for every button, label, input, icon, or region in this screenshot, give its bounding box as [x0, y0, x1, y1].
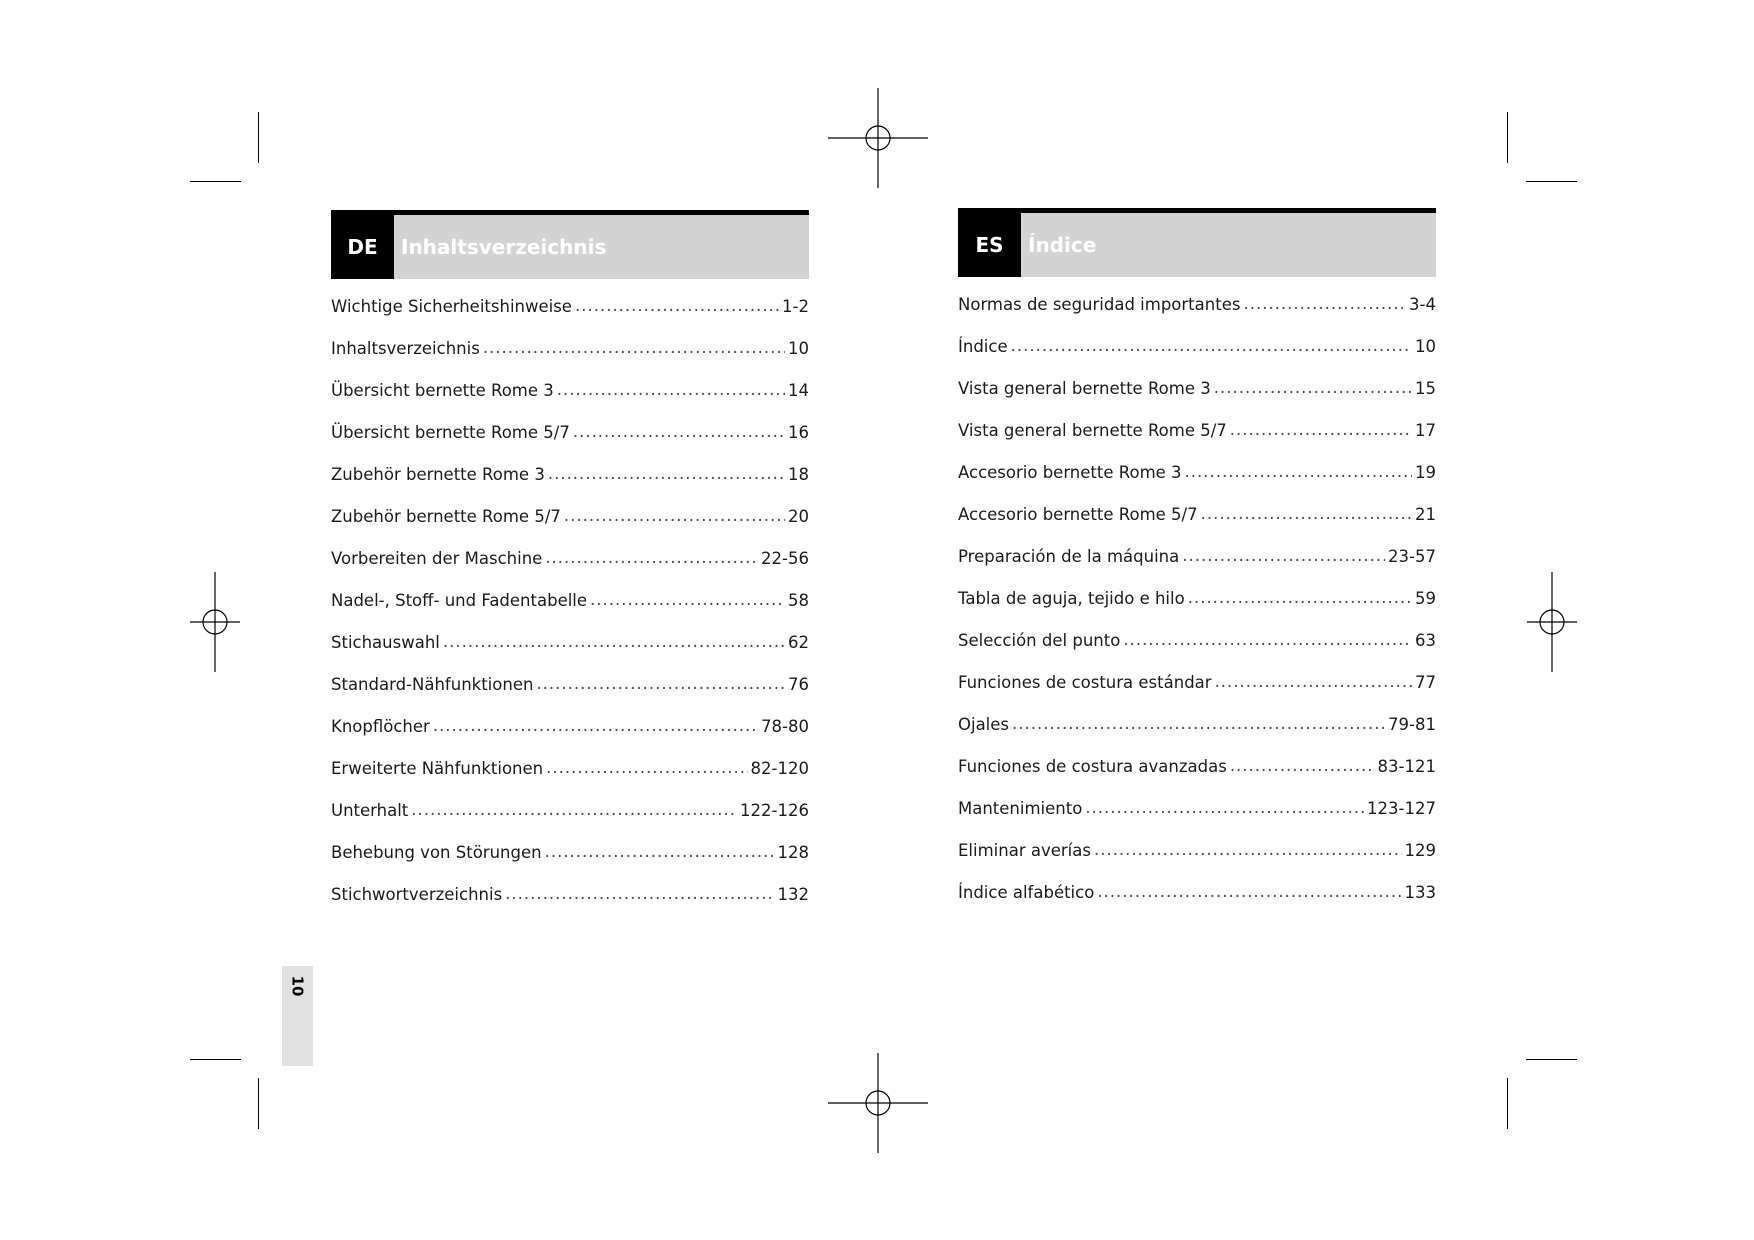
dot-leader	[545, 548, 758, 568]
toc-entry-label: Índice	[958, 336, 1008, 356]
toc-entry-page: 20	[788, 506, 809, 526]
page-number-text: 10	[288, 975, 307, 997]
toc-section-es	[958, 208, 1436, 913]
dot-leader	[1097, 882, 1401, 902]
toc-entry-label: Selección del punto	[958, 630, 1121, 650]
dot-leader	[1012, 714, 1385, 734]
dot-leader	[1123, 630, 1412, 650]
registration-mark-icon	[165, 572, 265, 672]
dot-leader	[1094, 840, 1402, 860]
dot-leader	[536, 674, 785, 694]
section-header	[331, 210, 809, 279]
registration-mark-icon	[1502, 572, 1602, 672]
toc-entry	[958, 577, 1436, 619]
toc-entry-label: Stichwortverzeichnis	[331, 884, 503, 904]
toc-entry	[958, 829, 1436, 871]
dot-leader	[443, 632, 785, 652]
toc-entry-page: 16	[788, 422, 809, 442]
crop-mark	[258, 1078, 259, 1129]
toc-entry-label: Knopflöcher	[331, 716, 430, 736]
toc-entry-label: Zubehör bernette Rome 5/7	[331, 506, 561, 526]
toc-entry-label: Accesorio bernette Rome 3	[958, 462, 1182, 482]
toc-entry-page: 83-121	[1377, 756, 1436, 776]
toc-entry-label: Inhaltsverzeichnis	[331, 338, 480, 358]
toc-entry-label: Vorbereiten der Maschine	[331, 548, 543, 568]
crop-mark	[1507, 112, 1508, 163]
dot-leader	[1188, 588, 1412, 608]
toc-entry-page: 122-126	[740, 800, 809, 820]
toc-list	[331, 285, 809, 915]
toc-entry-label: Eliminar averías	[958, 840, 1091, 860]
page-number	[282, 966, 313, 1006]
toc-entry-label: Behebung von Störungen	[331, 842, 542, 862]
toc-entry	[331, 285, 809, 327]
toc-entry-page: 3-4	[1409, 294, 1436, 314]
crop-mark	[190, 181, 241, 182]
registration-mark-icon	[828, 88, 928, 188]
toc-entry-label: Preparación de la máquina	[958, 546, 1180, 566]
toc-entry-page: 19	[1415, 462, 1436, 482]
toc-entry	[958, 409, 1436, 451]
toc-entry-label: Tabla de aguja, tejido e hilo	[958, 588, 1185, 608]
dot-leader	[564, 506, 785, 526]
toc-entry-page: 123-127	[1367, 798, 1436, 818]
toc-entry-label: Vista general bernette Rome 5/7	[958, 420, 1227, 440]
toc-entry-label: Vista general bernette Rome 3	[958, 378, 1211, 398]
toc-entry	[331, 579, 809, 621]
toc-entry	[958, 661, 1436, 703]
dot-leader	[1182, 546, 1385, 566]
toc-entry	[331, 747, 809, 789]
dot-leader	[483, 338, 785, 358]
toc-entry-page: 63	[1415, 630, 1436, 650]
page-number-tab	[282, 966, 313, 1066]
toc-entry-page: 132	[777, 884, 809, 904]
toc-entry-page: 129	[1404, 840, 1436, 860]
dot-leader	[1230, 420, 1412, 440]
toc-entry	[331, 789, 809, 831]
toc-entry-label: Funciones de costura estándar	[958, 672, 1212, 692]
dot-leader	[545, 842, 775, 862]
toc-entry-page: 21	[1415, 504, 1436, 524]
toc-entry-page: 62	[788, 632, 809, 652]
toc-entry-label: Zubehör bernette Rome 3	[331, 464, 545, 484]
dot-leader	[1011, 336, 1412, 356]
toc-entry	[331, 495, 809, 537]
toc-entry-page: 76	[788, 674, 809, 694]
toc-entry	[958, 367, 1436, 409]
toc-entry-label: Wichtige Sicherheitshinweise	[331, 296, 572, 316]
toc-entry-page: 18	[788, 464, 809, 484]
dot-leader	[1214, 378, 1412, 398]
crop-mark	[1526, 1059, 1577, 1060]
dot-leader	[505, 884, 774, 904]
toc-entry	[331, 663, 809, 705]
dot-leader	[1243, 294, 1406, 314]
crop-mark	[258, 112, 259, 163]
toc-entry-page: 128	[777, 842, 809, 862]
toc-section-de	[331, 210, 809, 915]
toc-entry	[958, 451, 1436, 493]
toc-entry-page: 10	[1415, 336, 1436, 356]
dot-leader	[573, 422, 785, 442]
toc-entry	[958, 871, 1436, 913]
toc-entry-label: Stichauswahl	[331, 632, 440, 652]
dot-leader	[411, 800, 737, 820]
toc-entry-page: 10	[788, 338, 809, 358]
dot-leader	[1085, 798, 1364, 818]
toc-entry-page: 14	[788, 380, 809, 400]
section-header	[958, 208, 1436, 277]
toc-entry-page: 15	[1415, 378, 1436, 398]
dot-leader	[1215, 672, 1412, 692]
toc-entry	[958, 493, 1436, 535]
toc-entry-page: 1-2	[782, 296, 809, 316]
toc-entry-page: 77	[1415, 672, 1436, 692]
toc-entry-page: 133	[1404, 882, 1436, 902]
toc-entry	[331, 327, 809, 369]
registration-mark-icon	[828, 1053, 928, 1153]
crop-mark	[1507, 1078, 1508, 1129]
toc-entry-label: Erweiterte Nähfunktionen	[331, 758, 544, 778]
toc-entry-page: 58	[788, 590, 809, 610]
toc-entry	[331, 621, 809, 663]
toc-entry-page: 23-57	[1388, 546, 1436, 566]
dot-leader	[1201, 504, 1412, 524]
dot-leader	[548, 464, 785, 484]
toc-entry-label: Normas de seguridad importantes	[958, 294, 1241, 314]
toc-entry	[331, 831, 809, 873]
toc-entry	[331, 411, 809, 453]
toc-entry-page: 78-80	[761, 716, 809, 736]
toc-entry	[958, 535, 1436, 577]
toc-entry-page: 22-56	[761, 548, 809, 568]
toc-entry	[331, 369, 809, 411]
toc-entry	[331, 705, 809, 747]
dot-leader	[1185, 462, 1412, 482]
toc-entry	[331, 537, 809, 579]
toc-entry-page: 59	[1415, 588, 1436, 608]
dot-leader	[546, 758, 747, 778]
toc-entry-label: Índice alfabético	[958, 882, 1095, 902]
toc-entry-label: Mantenimiento	[958, 798, 1083, 818]
dot-leader	[557, 380, 785, 400]
toc-entry-label: Standard-Nähfunktionen	[331, 674, 534, 694]
toc-entry-label: Übersicht bernette Rome 5/7	[331, 422, 570, 442]
toc-entry	[958, 745, 1436, 787]
toc-entry-page: 82-120	[750, 758, 809, 778]
language-badge: ES	[958, 213, 1021, 277]
toc-entry	[331, 453, 809, 495]
language-badge: DE	[331, 215, 394, 279]
toc-entry-label: Ojales	[958, 714, 1010, 734]
crop-mark	[190, 1059, 241, 1060]
crop-mark	[1526, 181, 1577, 182]
dot-leader	[575, 296, 779, 316]
toc-entry-page: 79-81	[1388, 714, 1436, 734]
toc-entry-label: Funciones de costura avanzadas	[958, 756, 1227, 776]
toc-entry	[958, 283, 1436, 325]
toc-entry	[958, 703, 1436, 745]
toc-entry-label: Übersicht bernette Rome 3	[331, 380, 554, 400]
toc-entry	[331, 873, 809, 915]
dot-leader	[1230, 756, 1375, 776]
section-title: Inhaltsverzeichnis	[401, 235, 607, 259]
section-title: Índice	[1028, 233, 1097, 257]
dot-leader	[590, 590, 785, 610]
dot-leader	[433, 716, 758, 736]
toc-entry	[958, 325, 1436, 367]
toc-entry-label: Unterhalt	[331, 800, 409, 820]
toc-entry-page: 17	[1415, 420, 1436, 440]
toc-entry	[958, 787, 1436, 829]
toc-entry	[958, 619, 1436, 661]
toc-entry-label: Nadel-, Stoff- und Fadentabelle	[331, 590, 588, 610]
toc-list	[958, 283, 1436, 913]
toc-entry-label: Accesorio bernette Rome 5/7	[958, 504, 1198, 524]
